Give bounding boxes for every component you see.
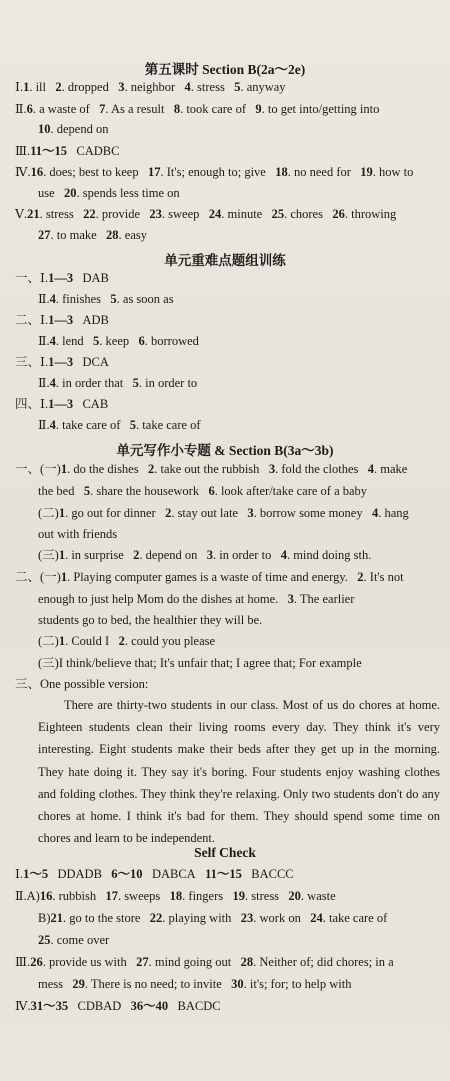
answer-line: Ⅱ.4. take care of 5. take care of xyxy=(38,418,201,432)
answer-line: enough to just help Mom do the dishes at home. 3. The earlier xyxy=(38,592,355,606)
section-title-lesson5: 第五课时 Section B(2a～2e) xyxy=(144,62,306,77)
section-title-unit-practice: 单元重难点题组训练 xyxy=(164,253,286,268)
answer-line: Ⅱ.4. lend 5. keep 6. borrowed xyxy=(38,334,199,348)
answer-line: Ⅳ.31～35 CDBAD 36～40 BACDC xyxy=(15,999,221,1013)
answer-line: Ⅱ.A)16. rubbish 17. sweeps 18. fingers 19. stress 20. waste xyxy=(15,889,336,903)
answer-line: 三、Ⅰ.1—3 DCA xyxy=(15,355,109,369)
answer-line: out with friends xyxy=(38,527,118,541)
answer-line: 27. to make 28. easy xyxy=(38,228,148,242)
answer-line: Ⅲ.11～15 CADBC xyxy=(15,144,120,158)
answer-line: Ⅴ.21. stress 22. provide 23. sweep 24. minute 25. chores 26. throwing xyxy=(15,207,397,221)
answer-line: B)21. go to the store 22. playing with 23. work on 24. take care of xyxy=(38,911,388,925)
answer-line: mess 29. There is no need; to invite 30. it's; for; to help with xyxy=(38,977,352,991)
answer-line: Ⅰ.1～5 DDADB 6～10 DABCA 11～15 BACCC xyxy=(15,867,294,881)
answer-line: Ⅳ.16. does; best to keep 17. It's; enough to; give 18. no need for 19. how to xyxy=(15,165,414,179)
answer-line: Ⅲ.26. provide us with 27. mind going out 28. Neither of; did chores; in a xyxy=(15,955,394,969)
answer-line: 四、Ⅰ.1—3 CAB xyxy=(15,397,109,411)
answer-line: 二、(一)1. Playing computer games is a waste of time and energy. 2. It's not xyxy=(15,570,404,584)
answer-line: 一、(一)1. do the dishes 2. take out the rubbish 3. fold the clothes 4. make xyxy=(15,462,408,476)
answer-line: (二)1. go out for dinner 2. stay out late 3. borrow some money 4. hang xyxy=(38,506,409,520)
answer-line: 25. come over xyxy=(38,933,110,947)
answer-line: Ⅱ.4. in order that 5. in order to xyxy=(38,376,198,390)
answer-line: (二)1. Could I 2. could you please xyxy=(38,634,216,648)
sample-essay: There are thirty-two students in our class. Most of us do chores at home. Eighteen students clean their living rooms every day. They think it's very interesting. Eight students make their beds after they get up in the morning. They hate doing it. They say it's boring. Four students enjoy washing clothes and folding clothes. They think they're relaxing. Only two students don't do any chores at home. I think it's bad for them. They should spend some time on chores and learn to be independent. xyxy=(38,698,440,846)
answer-line: Ⅱ.6. a waste of 7. As a result 8. took care of 9. to get into/getting into xyxy=(15,102,380,116)
answer-line: 三、One possible version: xyxy=(15,677,149,691)
answer-line: students go to bed, the healthier they will be. xyxy=(38,613,263,627)
answer-line: Ⅰ.1. ill 2. dropped 3. neighbor 4. stress 5. anyway xyxy=(15,80,286,94)
answer-line: 10. depend on xyxy=(38,122,109,136)
answer-line: the bed 5. share the housework 6. look after/take care of a baby xyxy=(38,484,368,498)
answer-line: (三)1. in surprise 2. depend on 3. in order to 4. mind doing sth. xyxy=(38,548,372,562)
section-title-writing: 单元写作小专题 & Section B(3a～3b) xyxy=(116,443,334,458)
answer-line: use 20. spends less time on xyxy=(38,186,180,200)
section-title-self-check: Self Check xyxy=(194,845,256,860)
answer-line: Ⅱ.4. finishes 5. as soon as xyxy=(38,292,174,306)
answer-line: 一、Ⅰ.1—3 DAB xyxy=(15,271,109,285)
answer-line: (三)I think/believe that; It's unfair that; I agree that; For example xyxy=(38,656,362,670)
answer-line: 二、Ⅰ.1—3 ADB xyxy=(15,313,109,327)
